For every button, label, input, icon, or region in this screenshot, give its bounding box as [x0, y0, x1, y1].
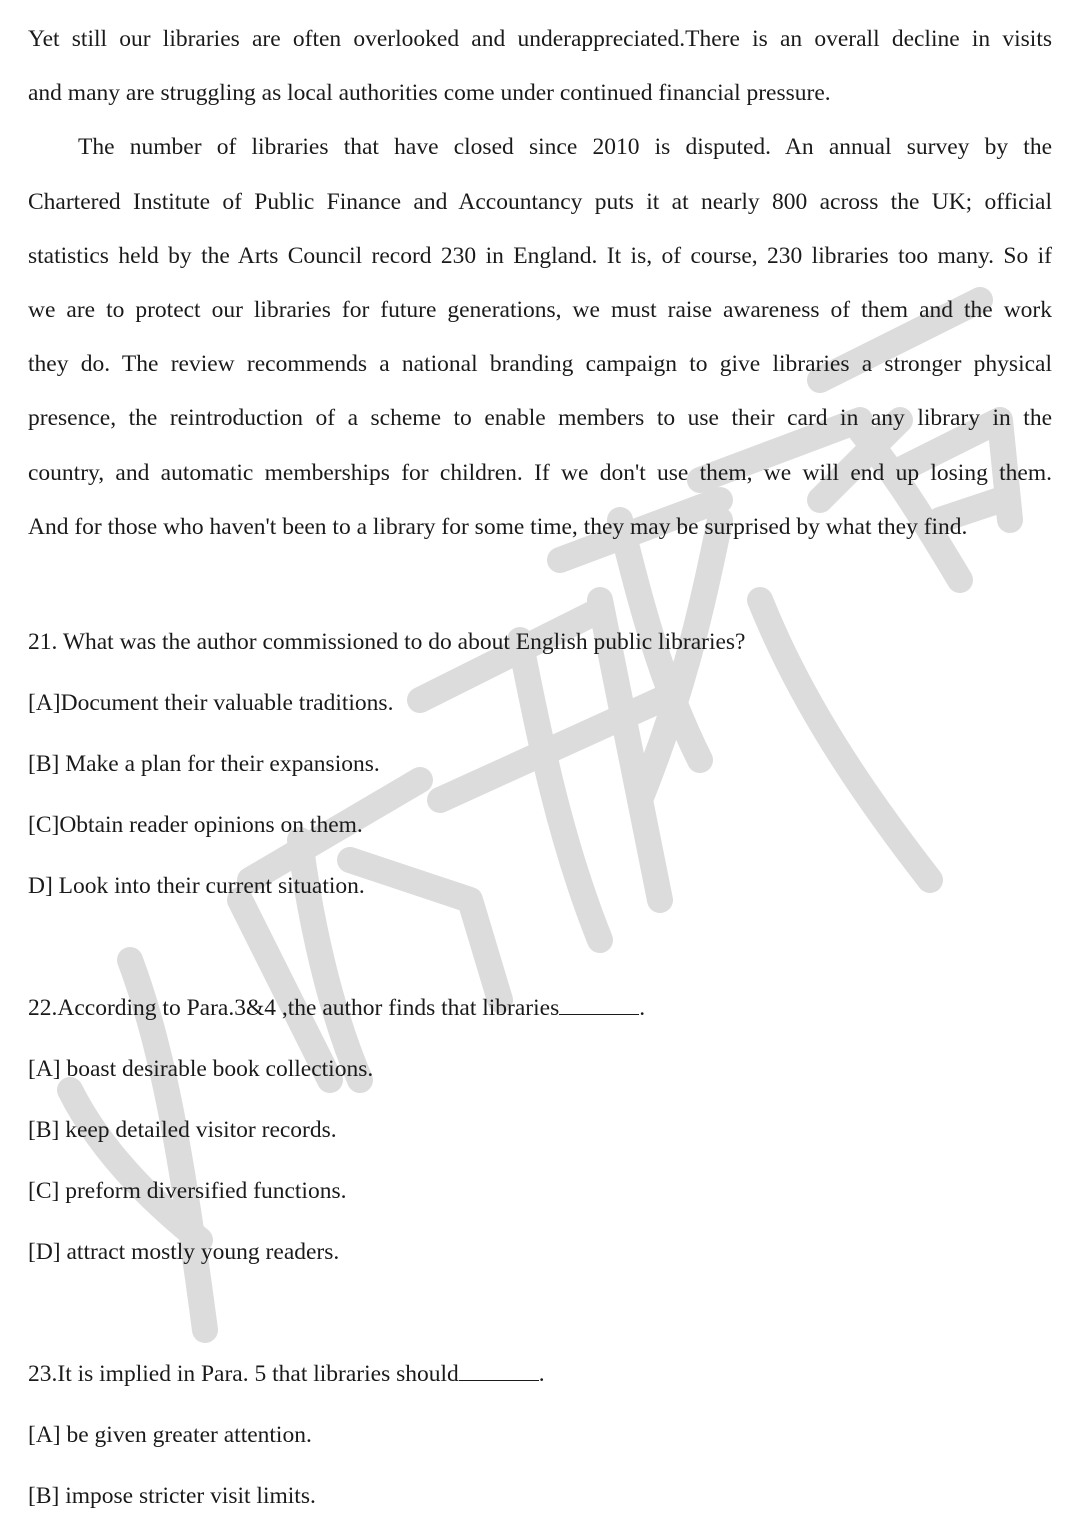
answer-option-c[interactable]: [C] preform diversified functions.	[28, 1178, 347, 1204]
paragraph-line: country, and automatic memberships for children. If we don't use them, we will end up losing them.	[28, 459, 1052, 486]
question-stem	[28, 627, 745, 657]
question-stem-text: 21. What was the author commissioned to do about English public libraries?	[28, 629, 746, 655]
answer-blank[interactable]	[559, 994, 639, 1015]
question-stem-text: 22.According to Para.3&4 ,the author finds that libraries	[28, 995, 560, 1021]
question-stem-suffix: .	[639, 995, 646, 1021]
paragraph-line: presence, the reintroduction of a scheme to enable members to use their card in any library in the	[28, 405, 1052, 432]
question-21	[28, 627, 745, 901]
question-stem	[28, 993, 645, 1023]
paragraph-line: statistics held by the Arts Council record 230 in England. It is, of course, 230 libraries too many. So if	[28, 242, 1052, 269]
paragraph-line: they do. The review recommends a national branding campaign to give libraries a stronger physical	[28, 351, 1052, 378]
answer-option-b[interactable]: [B] Make a plan for their expansions.	[28, 751, 380, 777]
question-stem-suffix: .	[538, 1361, 545, 1387]
paragraph-2	[28, 120, 1052, 554]
question-stem	[28, 1359, 545, 1389]
paragraph-line: The number of libraries that have closed since 2010 is disputed. An annual survey by the	[78, 134, 1052, 161]
paragraph-line: and many are struggling as local authorities come under continued financial pressure.	[28, 80, 831, 107]
passage	[28, 12, 1052, 554]
answer-option-d[interactable]: D] Look into their current situation.	[28, 873, 365, 899]
question-stem-text: 23.It is implied in Para. 5 that libraries should	[28, 1361, 459, 1387]
question-22	[28, 993, 645, 1267]
answer-option-d[interactable]: [D] attract mostly young readers.	[28, 1239, 340, 1265]
paragraph-1	[28, 12, 1052, 120]
answer-blank[interactable]	[459, 1360, 539, 1381]
answer-option-a[interactable]: [A] be given greater attention.	[28, 1422, 312, 1448]
paragraph-line: Chartered Institute of Public Finance and Accountancy puts it at nearly 800 across the UK; official	[28, 188, 1052, 215]
answer-option-c[interactable]: [C]Obtain reader opinions on them.	[28, 812, 363, 838]
paragraph-line: Yet still our libraries are often overlooked and underappreciated.There is an overall decline in visits	[28, 26, 1052, 52]
answer-option-a[interactable]: [A]Document their valuable traditions.	[28, 690, 394, 716]
question-23	[28, 1359, 545, 1511]
answer-option-b[interactable]: [B] impose stricter visit limits.	[28, 1483, 316, 1509]
answer-option-a[interactable]: [A] boast desirable book collections.	[28, 1056, 374, 1082]
paragraph-line: we are to protect our libraries for future generations, we must raise awareness of them and the work	[28, 297, 1052, 324]
paragraph-line: And for those who haven't been to a library for some time, they may be surprised by what they find.	[28, 513, 968, 540]
answer-option-b[interactable]: [B] keep detailed visitor records.	[28, 1117, 337, 1143]
